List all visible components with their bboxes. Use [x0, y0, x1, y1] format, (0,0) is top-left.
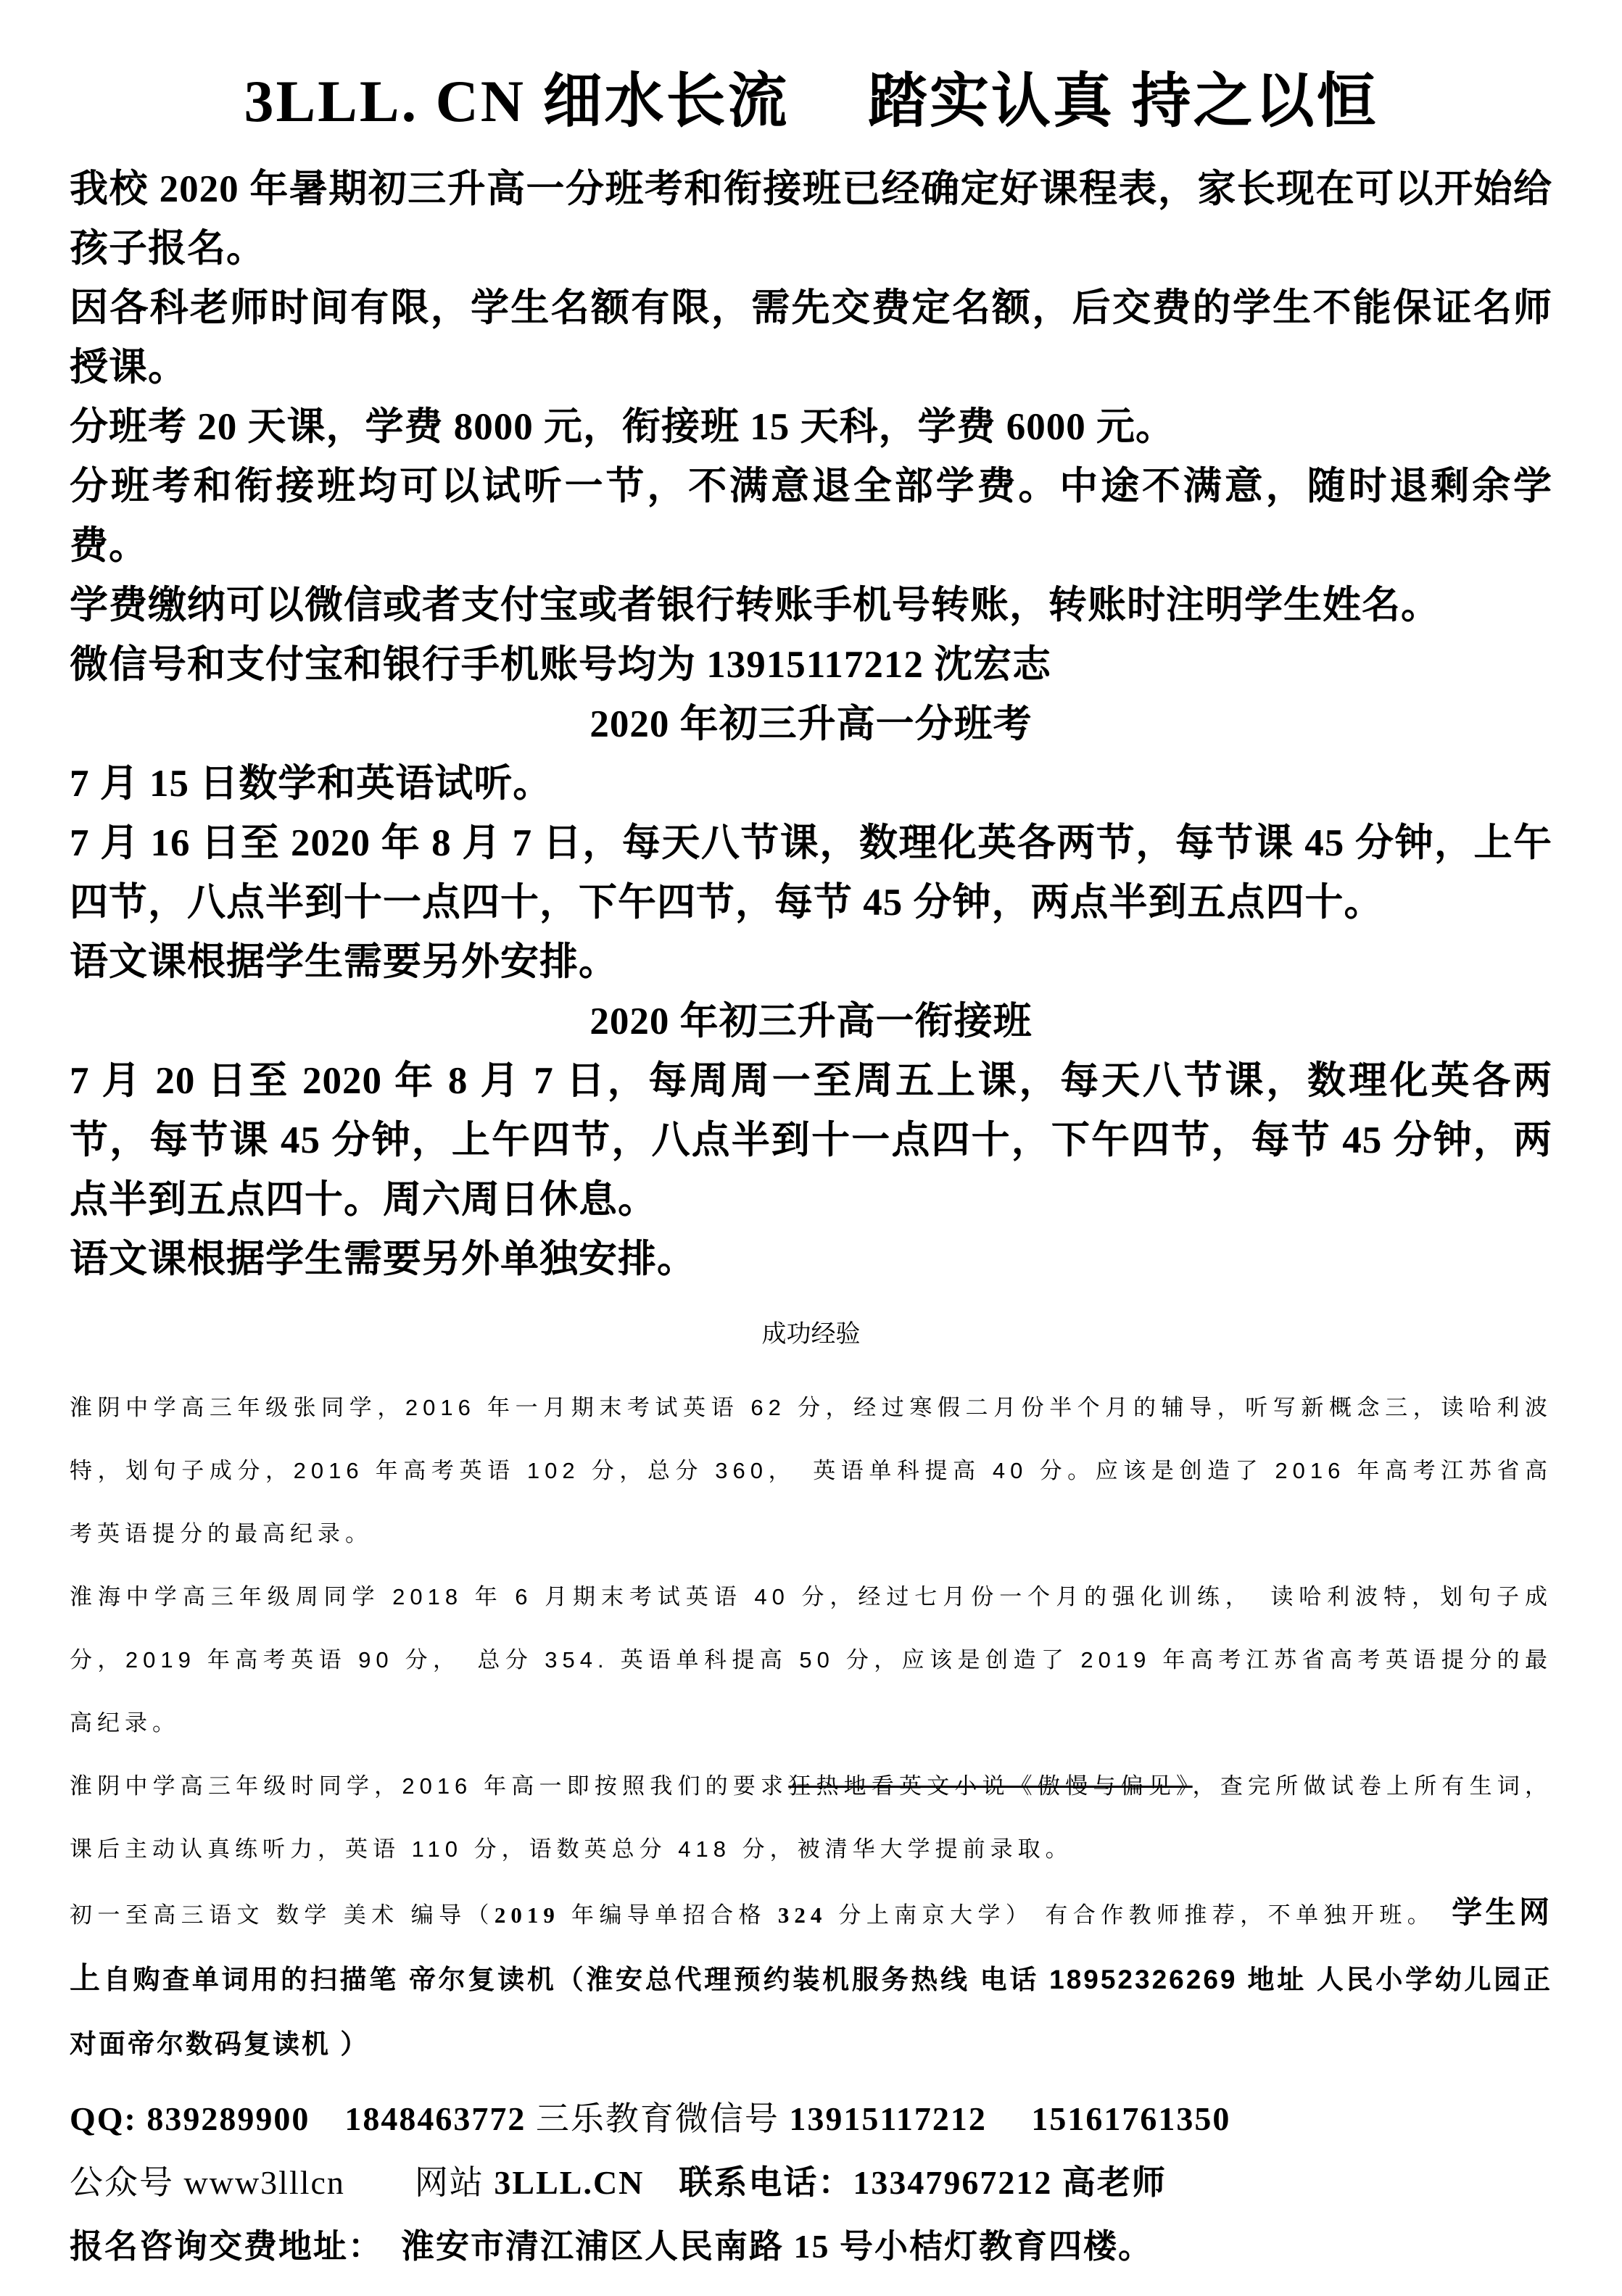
bridge-class-heading: 2020 年初三升高一衔接班 — [589, 1000, 1033, 1043]
success-story-3-strikethrough: 狂热地看英文小说《傲慢与偏见》 — [788, 1773, 1193, 1799]
placement-exam-chinese-paragraph: 语文课根据学生需要另外安排。 — [70, 941, 618, 984]
wechat-label: 三乐教育微信号 — [535, 2100, 790, 2138]
success-story-1: 淮阴中学高三年级张同学，2016 年一月期末考试英语 62 分，经过寒假二月份半个月的辅导，听写新概念三，读哈利波特，划句子成分，2016 年高考英语 102 分，总分 360， 英语单科提高 40 分。应该是创造了 2016 年高考江苏省高考英语提分的最高纪录。 — [70, 1395, 1552, 1547]
refund-paragraph: 分班考和衔接班均可以试听一节，不满意退全部学费。中途不满意，随时退剩余学费。 — [70, 465, 1552, 568]
address-value: 淮安市清江浦区人民南路 15 号小桔灯教育四楼。 — [401, 2228, 1153, 2266]
address-line — [70, 2215, 1552, 2279]
intro-paragraph-1: 我校 2020 年暑期初三升高一分班考和衔接班已经确定好课程表，家长现在可以开始给孩子报名。 — [70, 168, 1552, 270]
tuition-paragraph: 分班考 20 天课，学费 8000 元，衔接班 15 天科，学费 6000 元。 — [70, 406, 1175, 449]
bridge-class-chinese-paragraph: 语文课根据学生需要另外单独安排。 — [70, 1238, 696, 1281]
placement-exam-section — [70, 695, 1552, 992]
intro-paragraph-2: 因各科老师时间有限，学生名额有限，需先交费定名额，后交费的学生不能保证名师授课。 — [70, 287, 1552, 389]
success-section — [70, 1318, 1552, 2077]
address-label: 报名咨询交费地址： — [70, 2228, 401, 2266]
placement-exam-heading: 2020 年初三升高一分班考 — [589, 703, 1033, 746]
website-and-phone: 3LLL.CN 联系电话：13347967212 高老师 — [494, 2164, 1167, 2202]
courses-year-number: 2019 — [494, 1902, 560, 1928]
qq-line — [70, 2087, 1552, 2151]
success-story-2: 淮海中学高三年级周同学 2018 年 6 月期末考试英语 40 分，经过七月份一个月的强化训练， 读哈利波特，划句子成分，2019 年高考英语 90 分， 总分 354. 英语单科提高 50 分，应该是创造了 2019 年高考江苏省高考英语提分的最高纪录。 — [70, 1584, 1552, 1736]
success-story-3-pre: 淮阴中学高三年级时同学，2016 年高一即按照我们的要求 — [70, 1773, 789, 1799]
wechat-numbers: 13915117212 15161761350 — [789, 2100, 1231, 2138]
courses-text-3: 分上南京大学） 有合作教师推荐，不单独开班。 — [827, 1902, 1452, 1928]
scanner-pen-text: 自购查单词用的扫描笔 帝尔复读机（淮安总代理预约装机服务热线 电话 18952326269 地址 人民小学幼儿园正对面帝尔数码复读机 ） — [70, 1965, 1552, 2060]
success-heading: 成功经验 — [761, 1320, 861, 1348]
success-story-3 — [70, 1754, 1552, 1881]
placement-exam-schedule-paragraph: 7 月 16 日至 2020 年 8 月 7 日，每天八节课，数理化英各两节，每节课 45 分钟，上午四节，八点半到十一点四十，下午四节，每节 45 分钟，两点半到五点四十。 — [70, 822, 1552, 924]
courses-score-number: 324 — [777, 1902, 827, 1928]
courses-text-2: 年编导单招合格 — [559, 1902, 778, 1928]
courses-text: 初一至高三语文 数学 美术 编导（ — [70, 1902, 495, 1928]
payment-paragraph: 学费缴纳可以微信或者支付宝或者银行转账手机号转账，转账时注明学生姓名。 — [70, 584, 1440, 627]
payment-account-paragraph: 微信号和支付宝和银行手机账号均为 13915117212 沈宏志 — [70, 644, 1052, 687]
website-line — [70, 2151, 1552, 2215]
website-label: 网站 — [414, 2164, 495, 2202]
qq-numbers: QQ: 839289900 1848463772 — [70, 2100, 536, 2138]
placement-exam-trial-paragraph: 7 月 15 日数学和英语试听。 — [70, 763, 553, 805]
official-account-label: 公众号 www3lllcn — [70, 2164, 415, 2202]
bridge-class-section — [70, 992, 1552, 1289]
intro-section — [70, 159, 1552, 695]
contact-section — [70, 2087, 1552, 2279]
page-title: 3LLL. CN 细水长流 踏实认真 持之以恒 — [244, 68, 1378, 134]
courses-and-products-paragraph — [70, 1881, 1552, 2077]
student-online-label: 学生网上 — [70, 1895, 1552, 1996]
bridge-class-schedule-paragraph: 7 月 20 日至 2020 年 8 月 7 日，每周周一至周五上课，每天八节课，数理化英各两节，每节课 45 分钟，上午四节，八点半到十一点四十，下午四节，每节 45 分钟，两点半到五点四十。周六周日休息。 — [70, 1060, 1552, 1222]
success-story-3-post: ，查完所做试卷上所有生词，课后主动认真练听力，英语 110 分，语数英总分 418 分，被清华大学提前录取。 — [70, 1773, 1553, 1862]
